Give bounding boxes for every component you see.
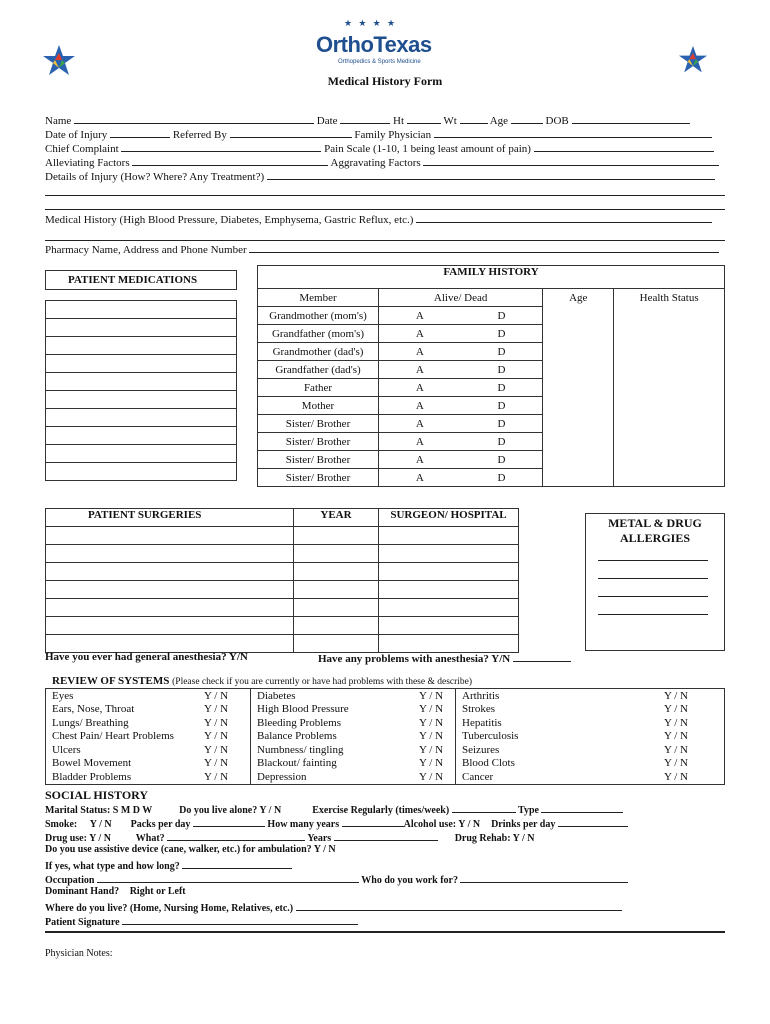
name-row: [45, 113, 727, 127]
col-patient-surgeries: PATIENT SURGERIES: [46, 509, 294, 527]
health-status-cell[interactable]: [614, 379, 725, 397]
family-history-row: [258, 433, 725, 451]
yes-no-option[interactable]: Y / N: [663, 689, 689, 702]
yes-no-option[interactable]: Y / N: [413, 716, 456, 730]
surgery-row[interactable]: [46, 599, 294, 617]
medical-history-line-2[interactable]: [45, 240, 725, 241]
condition-label: Balance Problems: [257, 730, 337, 743]
health-status-cell[interactable]: [614, 325, 725, 343]
health-status-cell[interactable]: [614, 343, 725, 361]
medication-row[interactable]: [46, 427, 237, 445]
name-label: Name: [45, 115, 72, 127]
condition-label: Bleeding Problems: [257, 716, 342, 729]
anesthesia-problems-question: Have any problems with anesthesia? Y/N: [318, 653, 511, 665]
date-label: Date: [316, 115, 338, 127]
medication-row[interactable]: [46, 337, 237, 355]
family-history-header: FAMILY HISTORY: [258, 266, 725, 289]
yes-no-option[interactable]: Y / N: [663, 716, 689, 729]
member-label: Grandfather (dad's): [258, 361, 379, 379]
dead-option[interactable]: D: [461, 343, 543, 361]
years-field[interactable]: [334, 830, 438, 841]
wt-label: Wt: [443, 115, 457, 127]
where-live-field[interactable]: [296, 900, 622, 911]
details-line-1[interactable]: [45, 195, 725, 196]
page-title: Medical History Form: [327, 74, 443, 88]
dead-option[interactable]: D: [461, 397, 543, 415]
date-of-injury-field[interactable]: [110, 127, 170, 138]
health-status-cell[interactable]: [614, 433, 725, 451]
alleviating-field[interactable]: [132, 155, 328, 166]
col-alive-dead: Alive/ Dead: [379, 289, 543, 307]
review-of-systems-table: [45, 688, 725, 785]
chief-complaint-field[interactable]: [121, 141, 321, 152]
family-history-row: [258, 343, 725, 361]
review-note: (Please check if you are currently or have had problems with these & describe): [172, 677, 473, 687]
family-history-table: [257, 265, 725, 487]
family-history-row: [258, 307, 725, 325]
col-year: YEAR: [294, 509, 379, 527]
social-row-3: [45, 830, 535, 844]
injury-row: [45, 127, 712, 141]
yes-no-option[interactable]: Y / N: [198, 716, 251, 730]
health-status-cell[interactable]: [614, 415, 725, 433]
logo-stars-icon: ★ ★ ★ ★: [344, 18, 398, 28]
member-label: Mother: [258, 397, 379, 415]
pharmacy-field[interactable]: [249, 242, 719, 253]
member-label: Father: [258, 379, 379, 397]
years-label: Years: [307, 833, 332, 844]
social-row-9: [45, 914, 358, 928]
family-history-row: [258, 379, 725, 397]
col-member: Member: [258, 289, 379, 307]
age-cell[interactable]: [543, 325, 614, 343]
yes-no-option[interactable]: Y / N: [198, 730, 251, 744]
family-physician-label: Family Physician: [354, 129, 432, 141]
surgery-row[interactable]: [46, 545, 294, 563]
signature-label: Patient Signature: [45, 917, 120, 928]
dead-option[interactable]: D: [461, 415, 543, 433]
member-label: Grandmother (mom's): [258, 307, 379, 325]
what-label: What?: [135, 833, 165, 844]
medication-row[interactable]: [46, 319, 237, 337]
member-label: Sister/ Brother: [258, 469, 379, 487]
dead-option[interactable]: D: [461, 451, 543, 469]
ht-label: Ht: [393, 115, 405, 127]
allergy-line-2[interactable]: [598, 578, 708, 579]
dead-option[interactable]: D: [461, 307, 543, 325]
details-line-2[interactable]: [45, 209, 725, 210]
yes-no-option[interactable]: Y / N: [198, 743, 251, 757]
if-yes-field[interactable]: [182, 858, 292, 869]
physician-notes-label: Physician Notes:: [45, 948, 113, 959]
drug-use[interactable]: Drug use: Y / N: [45, 833, 111, 844]
allergy-line-3[interactable]: [598, 596, 708, 597]
packs-label: Packs per day: [130, 819, 191, 830]
condition-label: Diabetes: [257, 689, 296, 702]
yes-no-option[interactable]: Y / N: [663, 743, 689, 756]
yes-no-option[interactable]: Y / N: [413, 757, 456, 771]
medication-row[interactable]: [46, 373, 237, 391]
aggravating-field[interactable]: [423, 155, 719, 166]
review-title: REVIEW OF SYSTEMS: [52, 675, 170, 687]
member-label: Sister/ Brother: [258, 433, 379, 451]
social-row-8: [45, 900, 622, 914]
condition-label: Seizures: [462, 743, 500, 756]
member-label: Sister/ Brother: [258, 451, 379, 469]
condition-label: Chest Pain/ Heart Problems: [52, 730, 174, 743]
pain-scale-field[interactable]: [534, 141, 714, 152]
review-row: [46, 689, 725, 703]
family-history-row: [258, 397, 725, 415]
anesthesia-problems-row: [318, 651, 571, 665]
yes-no-option[interactable]: Y / N: [663, 757, 689, 770]
review-row: [46, 757, 725, 771]
smoke-yn[interactable]: Y / N: [89, 819, 112, 830]
anesthesia-problems-field[interactable]: [513, 651, 571, 662]
condition-label: Eyes: [52, 689, 74, 702]
condition-label: Lungs/ Breathing: [52, 716, 129, 729]
family-physician-field[interactable]: [434, 127, 712, 138]
age-cell[interactable]: [543, 469, 614, 487]
medication-row[interactable]: [46, 463, 237, 481]
condition-label: Numbness/ tingling: [257, 743, 344, 756]
social-history-title: SOCIAL HISTORY: [45, 788, 149, 802]
marital-status[interactable]: Marital Status: S M D W: [45, 805, 153, 816]
age-cell[interactable]: [543, 379, 614, 397]
general-anesthesia-question: Have you ever had general anesthesia? Y/N: [45, 651, 248, 663]
review-row: [46, 716, 725, 730]
work-for-label: Who do you work for?: [361, 875, 458, 886]
if-yes-label: If yes, what type and how long?: [45, 861, 180, 872]
exercise-field[interactable]: [452, 802, 516, 813]
dead-option[interactable]: D: [461, 325, 543, 343]
star-logo-right-icon: [678, 45, 708, 75]
wt-field[interactable]: [460, 113, 488, 124]
yes-no-option[interactable]: Y / N: [413, 743, 456, 757]
aggravating-label: Aggravating Factors: [330, 157, 421, 169]
age-cell[interactable]: [543, 397, 614, 415]
surgery-row[interactable]: [46, 581, 294, 599]
condition-label: Ulcers: [52, 743, 81, 756]
allergy-line-4[interactable]: [598, 614, 708, 615]
yes-no-option[interactable]: Y / N: [663, 730, 689, 743]
social-row-6: [45, 872, 628, 886]
occupation-label: Occupation: [45, 875, 95, 886]
age-cell[interactable]: [543, 343, 614, 361]
condition-label: Bowel Movement: [52, 757, 132, 770]
medications-header: PATIENT MEDICATIONS: [46, 271, 237, 290]
dead-option[interactable]: D: [461, 361, 543, 379]
age-cell[interactable]: [543, 451, 614, 469]
age-label: Age: [489, 115, 509, 127]
assistive-device-question[interactable]: Do you use assistive device (cane, walker, etc.) for ambulation? Y / N: [45, 844, 336, 855]
col-health-status: Health Status: [614, 289, 725, 307]
member-label: Sister/ Brother: [258, 415, 379, 433]
referred-by-label: Referred By: [172, 129, 227, 141]
allergy-line-1[interactable]: [598, 560, 708, 561]
dead-option[interactable]: D: [461, 379, 543, 397]
yes-no-option[interactable]: Y / N: [413, 770, 456, 784]
yes-no-option[interactable]: Y / N: [413, 703, 456, 717]
alive-option[interactable]: A: [379, 433, 461, 451]
medication-row[interactable]: [46, 301, 237, 319]
complaint-row: [45, 141, 714, 155]
age-cell[interactable]: [543, 361, 614, 379]
occupation-field[interactable]: [97, 872, 359, 883]
col-age: Age: [543, 289, 614, 307]
referred-by-field[interactable]: [230, 127, 352, 138]
yes-no-option[interactable]: Y / N: [198, 703, 251, 717]
social-row-7: [45, 886, 186, 897]
details-field[interactable]: [267, 169, 715, 180]
yes-no-option[interactable]: Y / N: [198, 757, 251, 771]
type-field[interactable]: [541, 802, 623, 813]
pain-scale-label: Pain Scale (1-10, 1 being least amount of pain): [324, 143, 531, 155]
condition-label: Ears, Nose, Throat: [52, 703, 135, 716]
logo-tagline: Orthopedics & Sports Medicine: [338, 59, 421, 65]
health-status-cell[interactable]: [614, 469, 725, 487]
family-history-row: [258, 415, 725, 433]
social-row-5: [45, 858, 292, 872]
alive-option[interactable]: A: [379, 451, 461, 469]
medications-table: [45, 270, 237, 481]
details-label: Details of Injury (How? Where? Any Treatment?): [45, 171, 265, 183]
social-row-1: [45, 802, 623, 816]
alive-option[interactable]: A: [379, 397, 461, 415]
alcohol-label[interactable]: Alcohol use: Y / N: [403, 819, 481, 830]
alive-option[interactable]: A: [379, 415, 461, 433]
condition-label: Strokes: [462, 703, 495, 716]
review-row: [46, 730, 725, 744]
yes-no-option[interactable]: Y / N: [198, 770, 251, 784]
alive-option[interactable]: A: [379, 325, 461, 343]
member-label: Grandmother (dad's): [258, 343, 379, 361]
how-many-label: How many years: [267, 819, 340, 830]
medication-row[interactable]: [46, 409, 237, 427]
yes-no-option[interactable]: Y / N: [413, 689, 456, 703]
surgeries-table: [45, 508, 519, 653]
logo-name: OrthoTexas: [316, 32, 432, 57]
pharmacy-label: Pharmacy Name, Address and Phone Number: [45, 244, 247, 256]
ht-field[interactable]: [407, 113, 441, 124]
alive-option[interactable]: A: [379, 343, 461, 361]
yes-no-option[interactable]: Y / N: [663, 703, 689, 716]
condition-label: Bladder Problems: [52, 770, 132, 783]
family-history-row: [258, 451, 725, 469]
condition-label: Cancer: [462, 770, 494, 783]
surgery-row[interactable]: [46, 635, 294, 653]
review-row: [46, 770, 725, 784]
drug-rehab[interactable]: Drug Rehab: Y / N: [454, 833, 535, 844]
section-divider: [45, 931, 725, 933]
yes-no-option[interactable]: Y / N: [413, 730, 456, 744]
health-status-cell[interactable]: [614, 361, 725, 379]
condition-label: Depression: [257, 770, 307, 783]
condition-label: Blood Clots: [462, 757, 515, 770]
star-logo-left-icon: [42, 44, 76, 78]
yes-no-option[interactable]: Y / N: [663, 770, 689, 783]
alive-option[interactable]: A: [379, 307, 461, 325]
medication-row[interactable]: [46, 391, 237, 409]
yes-no-option[interactable]: Y / N: [198, 689, 251, 703]
condition-label: High Blood Pressure: [257, 703, 349, 716]
condition-label: Hepatitis: [462, 716, 502, 729]
family-history-row: [258, 361, 725, 379]
pharmacy-row: [45, 242, 719, 256]
alive-option[interactable]: A: [379, 379, 461, 397]
name-field[interactable]: [74, 113, 314, 124]
medication-row[interactable]: [46, 445, 237, 463]
live-alone[interactable]: Do you live alone? Y / N: [179, 805, 282, 816]
alleviating-label: Alleviating Factors: [45, 157, 130, 169]
details-row: [45, 169, 715, 183]
alive-option[interactable]: A: [379, 361, 461, 379]
age-cell[interactable]: [543, 307, 614, 325]
review-row: [46, 743, 725, 757]
condition-label: Arthritis: [462, 689, 500, 702]
health-status-cell[interactable]: [614, 397, 725, 415]
social-row-2: [45, 816, 628, 830]
family-history-row: [258, 325, 725, 343]
exercise-label: Exercise Regularly (times/week): [312, 805, 450, 816]
review-row: [46, 703, 725, 717]
age-cell[interactable]: [543, 433, 614, 451]
age-field[interactable]: [511, 113, 543, 124]
health-status-cell[interactable]: [614, 307, 725, 325]
signature-field[interactable]: [122, 914, 358, 925]
what-field[interactable]: [167, 830, 305, 841]
col-surgeon-hospital: SURGEON/ HOSPITAL: [379, 509, 519, 527]
dominant-hand-label: Dominant Hand?: [45, 886, 120, 897]
smoke-label: Smoke:: [45, 819, 78, 830]
dead-option[interactable]: D: [461, 433, 543, 451]
factors-row: [45, 155, 719, 169]
medical-history-field[interactable]: [416, 212, 712, 223]
health-status-cell[interactable]: [614, 451, 725, 469]
dead-option[interactable]: D: [461, 469, 543, 487]
medical-history-row: [45, 212, 712, 226]
surgery-row[interactable]: [46, 617, 294, 635]
dob-label: DOB: [545, 115, 569, 127]
family-history-row: [258, 469, 725, 487]
surgery-row[interactable]: [46, 563, 294, 581]
condition-label: Blackout/ fainting: [257, 757, 337, 770]
alive-option[interactable]: A: [379, 469, 461, 487]
drinks-label: Drinks per day: [491, 819, 556, 830]
member-label: Grandfather (mom's): [258, 325, 379, 343]
dob-field[interactable]: [572, 113, 690, 124]
surgery-row[interactable]: [46, 527, 294, 545]
review-header: [52, 675, 472, 687]
how-many-field[interactable]: [342, 816, 404, 827]
type-label: Type: [518, 805, 539, 816]
work-for-field[interactable]: [460, 872, 628, 883]
packs-field[interactable]: [193, 816, 265, 827]
allergies-box: [585, 513, 725, 651]
condition-label: Tuberculosis: [462, 730, 519, 743]
dominant-hand-options[interactable]: Right or Left: [129, 886, 186, 897]
drinks-field[interactable]: [558, 816, 628, 827]
age-cell[interactable]: [543, 415, 614, 433]
orthotexas-logo: [310, 18, 460, 74]
allergies-header: METAL & DRUG ALLERGIES: [608, 516, 702, 545]
medical-history-label: Medical History (High Blood Pressure, Diabetes, Emphysema, Gastric Reflux, etc.): [45, 214, 414, 226]
chief-complaint-label: Chief Complaint: [45, 143, 119, 155]
date-of-injury-label: Date of Injury: [45, 129, 108, 141]
medication-row[interactable]: [46, 355, 237, 373]
where-live-label: Where do you live? (Home, Nursing Home, Relatives, etc.): [45, 903, 294, 914]
date-field[interactable]: [340, 113, 390, 124]
